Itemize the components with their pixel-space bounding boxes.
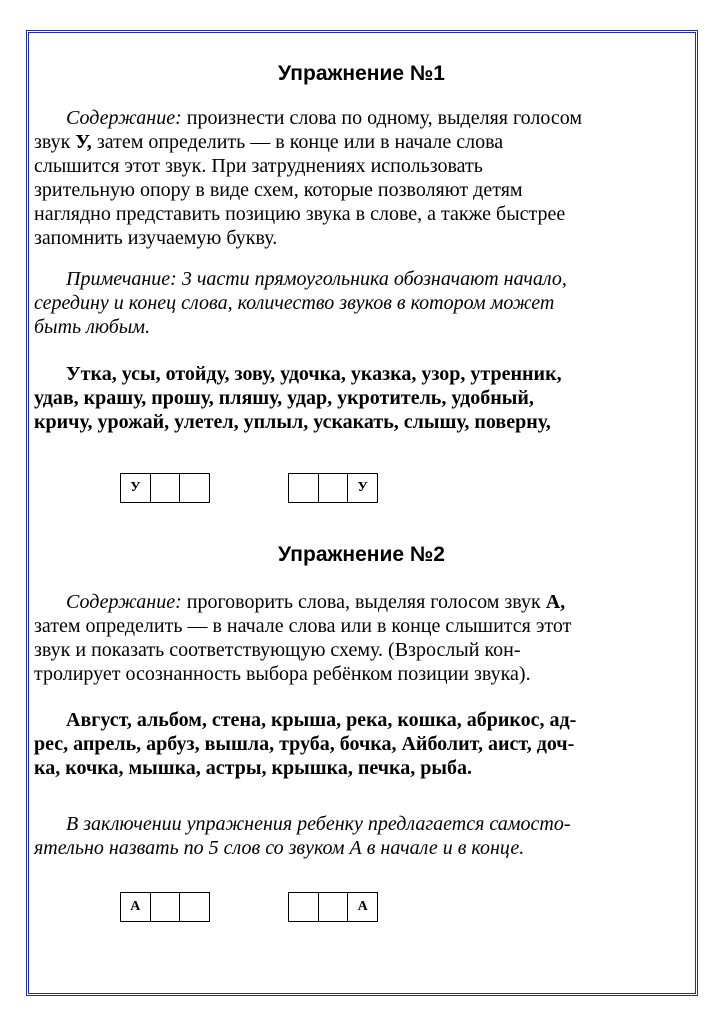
exercise1-content-lead: Содержание: xyxy=(66,107,182,129)
scheme-cell: У xyxy=(121,474,151,502)
exercise2-scheme-end xyxy=(288,892,378,922)
scheme-cell xyxy=(319,893,349,921)
exercise2-conclusion: В заключении упражнения ребенку предлагается самосто- ятельно назвать по 5 слов со звуком А в начале и в конце. xyxy=(34,813,571,859)
exercise2-content-text: проговорить слова, выделяя голосом звук xyxy=(181,591,546,613)
exercise1-note: Примечание: 3 части прямоугольника обозначают начало, середину и конец слова, количество звуков в котором может быть любым. xyxy=(34,268,567,338)
exercise2-scheme-start xyxy=(120,892,210,922)
exercise1-content-letter: У, xyxy=(75,131,92,153)
exercise1-words: Утка, усы, отойду, зову, удочка, указка, узор, утренник, удав, крашу, прошу, пляшу, удар, укротитель, удобный, кричу, урожай, улетел, уплыл, ускакать, слышу, поверну, xyxy=(34,363,562,433)
scheme-cell: А xyxy=(121,893,151,921)
scheme-cell: У xyxy=(357,480,368,495)
exercise1-content xyxy=(34,106,690,250)
exercise2-words: Август, альбом, стена, крыша, река, кошка, абрикос, ад- рес, апрель, арбуз, вышла, труба, бочка, Айболит, аист, доч- ка, кочка, мышка, астры, крышка, печка, рыба. xyxy=(34,709,577,779)
scheme-cell xyxy=(180,893,209,921)
exercise1-title: Упражнение №1 xyxy=(278,62,445,85)
exercise1-scheme-start xyxy=(120,473,210,503)
scheme-cell: А xyxy=(357,899,368,914)
scheme-cell xyxy=(289,474,319,502)
scheme-cell xyxy=(289,893,319,921)
exercise2-title: Упражнение №2 xyxy=(278,543,445,566)
exercise2-content xyxy=(34,590,690,686)
scheme-cell xyxy=(180,474,209,502)
scheme-cell xyxy=(151,893,181,921)
exercise1-scheme-end xyxy=(288,473,378,503)
exercise2-content-rest: затем определить — в начале слова или в конце слышится этот звук и показать соответствующую схему. (Взрослый кон- тролирует осознанность выбора ребёнком позиции звука). xyxy=(34,615,572,685)
exercise2-content-lead: Содержание: xyxy=(66,591,182,613)
scheme-cell xyxy=(319,474,349,502)
exercise2-content-letter: А, xyxy=(545,591,566,613)
scheme-cell xyxy=(151,474,181,502)
exercise1-content-text: произнести слова по одному, выделяя голосом звук xyxy=(34,107,583,153)
exercise1-content-rest: затем определить — в конце или в начале слова слышится этот звук. При затруднениях использовать зрительную опору в виде схем, которые позволяют детям наглядно представить позицию звука в слове, а также быстрее запомнить изучаемую букву. xyxy=(34,131,566,249)
